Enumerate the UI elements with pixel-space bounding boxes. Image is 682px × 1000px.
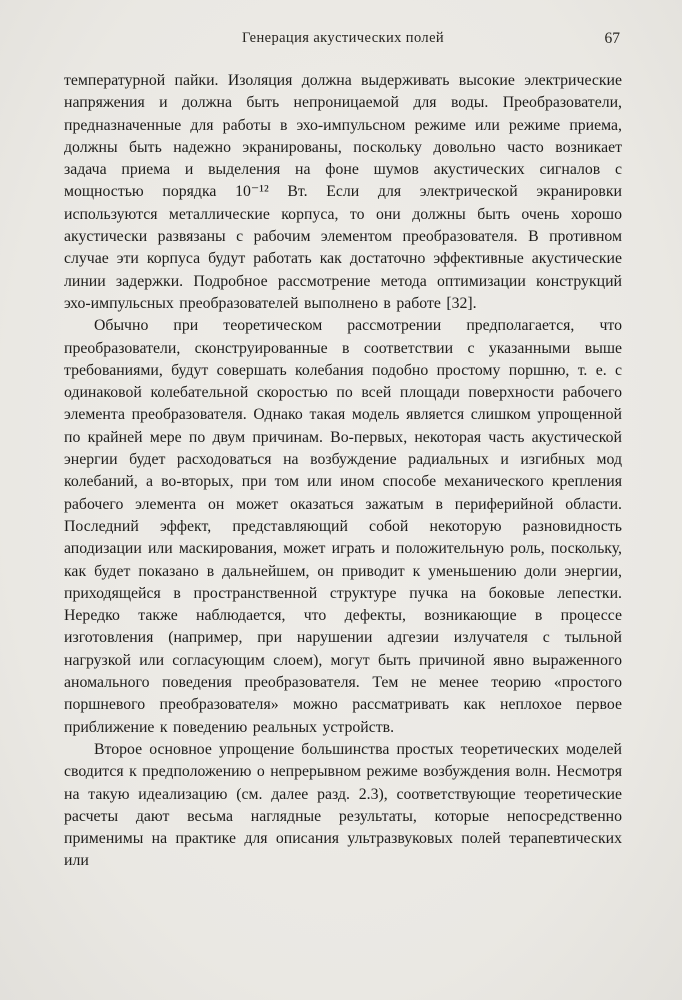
paragraph-3: Второе основное упрощение большинства простых теоретических моделей сводится к предположению о непрерывном режиме возбуждения волн. Несмотря на такую идеализацию (см. далее разд. 2.3), соответствующие теоретические расчеты дают весьма наглядные результаты, которые непосредственно применимы на практике для описания ультразвуковых полей терапевтических или	[64, 740, 622, 870]
text-block	[64, 70, 622, 873]
paragraph-2: Обычно при теоретическом рассмотрении предполагается, что преобразователи, сконструированные в соответствии с указанными выше требованиями, будут совершать колебания подобно простому поршню, т. е. с одинаковой колебательной скоростью по всей площади поверхности рабочего элемента преобразователя. Однако такая модель является слишком упрощенной по крайней мере по двум причинам. Во-первых, некоторая часть акустической энергии будет расходоваться на возбуждение радиальных и изгибных мод колебаний, а во-вторых, при том или ином способе механического крепления рабочего элемента он может оказаться зажатым в периферийной области. Последний эффект, представляющий собой некоторую разновидность аподизации или маскирования, может играть и положительную роль, поскольку, как будет показано в дальнейшем, он приводит к уменьшению доли энергии, приходящейся в пространственной структуре пучка на боковые лепестки. Нередко также наблюдается, что дефекты, возникающие в процессе изготовления (например, при нарушении адгезии излучателя с тыльной нагрузкой или согласующим слоем), могут быть причиной явно выраженного аномального поведения преобразователя. Тем не менее теорию «простого поршневого преобразователя» можно рассматривать как неплохое первое приближение к поведению реальных устройств.	[64, 317, 622, 736]
page-number: 67	[604, 30, 620, 47]
running-title: Генерация акустических полей	[241, 30, 445, 46]
page-header	[64, 30, 622, 54]
paragraph-1: температурной пайки. Изоляция должна выдерживать высокие электрические напряжения и должна быть непроницаемой для воды. Преобразователи, предназначенные для работы в эхо-импульсном режиме или режиме приема, должны быть надежно экранированы, поскольку довольно часто возникает задача приема и выделения на фоне шумов акустических сигналов с мощностью порядка 10⁻¹² Вт. Если для электрической экранировки используются металлические корпуса, то они должны быть очень хорошо акустически развязаны с рабочим элементом преобразователя. В противном случае эти корпуса будут работать как достаточно эффективные акустические линии задержки. Подробное рассмотрение метода оптимизации конструкций эхо-импульсных преобразователей выполнено в работе [32].	[64, 72, 622, 312]
